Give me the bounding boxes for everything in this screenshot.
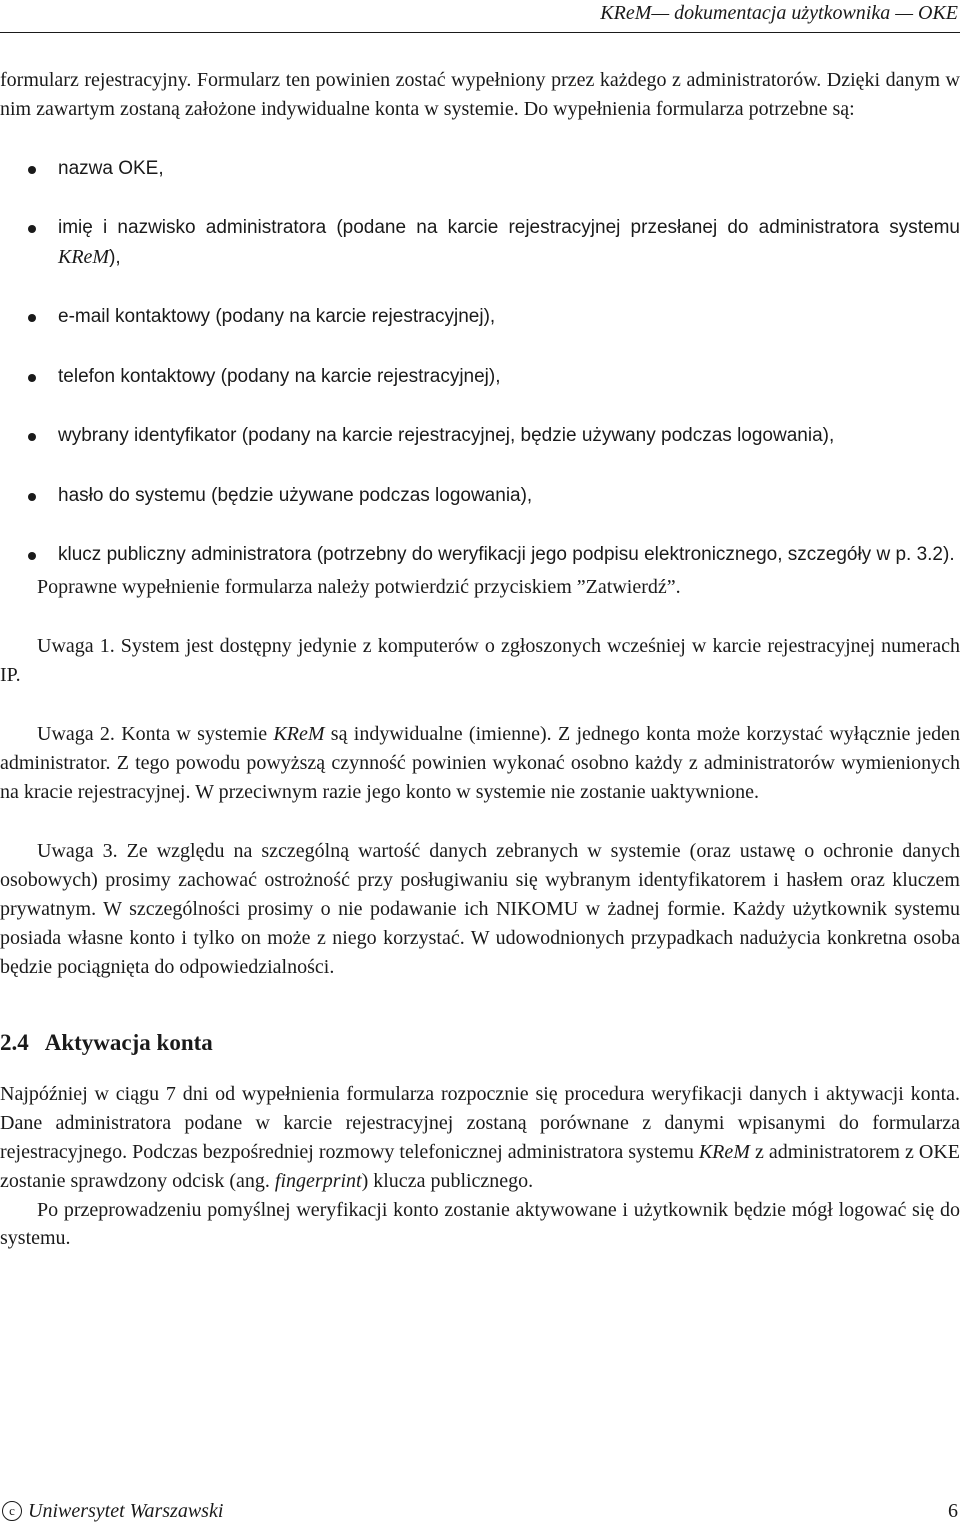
- bullet-icon: [28, 552, 36, 560]
- bullet-icon: [28, 493, 36, 501]
- page-footer: [0, 1497, 960, 1527]
- header-system-name: KReM: [600, 2, 652, 24]
- bullet-icon: [28, 314, 36, 322]
- header-rule: [0, 32, 960, 33]
- header-title: — dokumentacja użytkownika — OKE: [651, 2, 958, 24]
- list-item: e-mail kontaktowy (podany na karcie rejestracyjnej),: [0, 303, 960, 332]
- section-paragraph-1: Najpóźniej w ciągu 7 dni od wypełnienia formularza rozpocznie się procedura weryfikacji danych i aktywacji konta. Dane administratora podane w karcie rejestracyjnej zostaną porównane z danymi wpisanymi do formularza rejestracyjnego. Podczas bezpośredniej rozmowy telefonicznej administratora systemu KReM z administratorem z OKE zostanie sprawdzony odcisk (ang. fingerprint) klucza publicznego.: [0, 1083, 960, 1192]
- intro-paragraph: formularz rejestracyjny. Formularz ten powinien zostać wypełniony przez każdego z administratorów. Dzięki danym w nim zawartym zostaną założone indywidualne konta w systemie. Do wypełnienia formularza potrzebne są:: [0, 69, 960, 120]
- list-item: wybrany identyfikator (podany na karcie rejestracyjnej, będzie używany podczas logowania),: [0, 422, 960, 451]
- note-1: Uwaga 1. System jest dostępny jedynie z komputerów o zgłoszonych wcześniej w karcie rejestracyjnej numerach IP.: [0, 635, 960, 687]
- note-2: Uwaga 2. Konta w systemie KReM są indywidualne (imienne). Z jednego konta może korzystać wyłącznie jeden administrator. Z tego powodu powyższą czynność powinien wykonać osobno każdy z administratorów wymienionych na kracie rejestracyjnej. W przeciwnym razie jego konto w systemie nie zostanie uaktywnione.: [0, 723, 960, 804]
- footer-copyright: [2, 1497, 223, 1525]
- bullet-icon: [28, 166, 36, 174]
- list-item: imię i nazwisko administratora (podane na karcie rejestracyjnej przesłanej do administratora systemu KReM),: [0, 214, 960, 273]
- footer-institution: Uniwersytet Warszawski: [28, 1500, 224, 1522]
- note-3: Uwaga 3. Ze względu na szczególną wartość danych zebranych w systemie (oraz ustawę o ochronie danych osobowych) prosimy zachować ostrożność przy posługiwaniu się wybranym identyfikatorem i hasłem oraz kluczem prywatnym. W szczególności prosimy o nie podawanie ich NIKOMU w żadnej formie. Każdy użytkownik systemu posiada własne konto i tylko on może z niego korzystać. W udowodnionych przypadkach nadużycia konkretna osoba będzie pociągnięta do odpowiedzialności.: [0, 840, 960, 978]
- list-item: klucz publiczny administratora (potrzebny do weryfikacji jego podpisu elektronicznego, szczegóły w p. 3.2).: [0, 541, 960, 570]
- page-number: 6: [948, 1500, 958, 1522]
- requirements-list: [0, 155, 960, 571]
- running-header: [600, 0, 958, 27]
- confirm-paragraph: Poprawne wypełnienie formularza należy potwierdzić przyciskiem ”Zatwierdź”.: [37, 576, 681, 599]
- list-item: nazwa OKE,: [0, 155, 960, 184]
- section-number: 2.4: [0, 1030, 29, 1056]
- bullet-icon: [28, 433, 36, 441]
- copyright-icon: c: [2, 1501, 22, 1521]
- bullet-icon: [28, 374, 36, 382]
- bullet-icon: [28, 225, 36, 233]
- list-item: hasło do systemu (będzie używane podczas logowania),: [0, 482, 960, 511]
- list-item: telefon kontaktowy (podany na karcie rejestracyjnej),: [0, 363, 960, 392]
- section-title: Aktywacja konta: [44, 1030, 213, 1056]
- section-heading: [0, 1027, 960, 1059]
- page-content: [0, 66, 960, 1253]
- section-paragraph-2: Po przeprowadzeniu pomyślnej weryfikacji konto zostanie aktywowane i użytkownik będzie mógł logować się do systemu.: [0, 1198, 960, 1250]
